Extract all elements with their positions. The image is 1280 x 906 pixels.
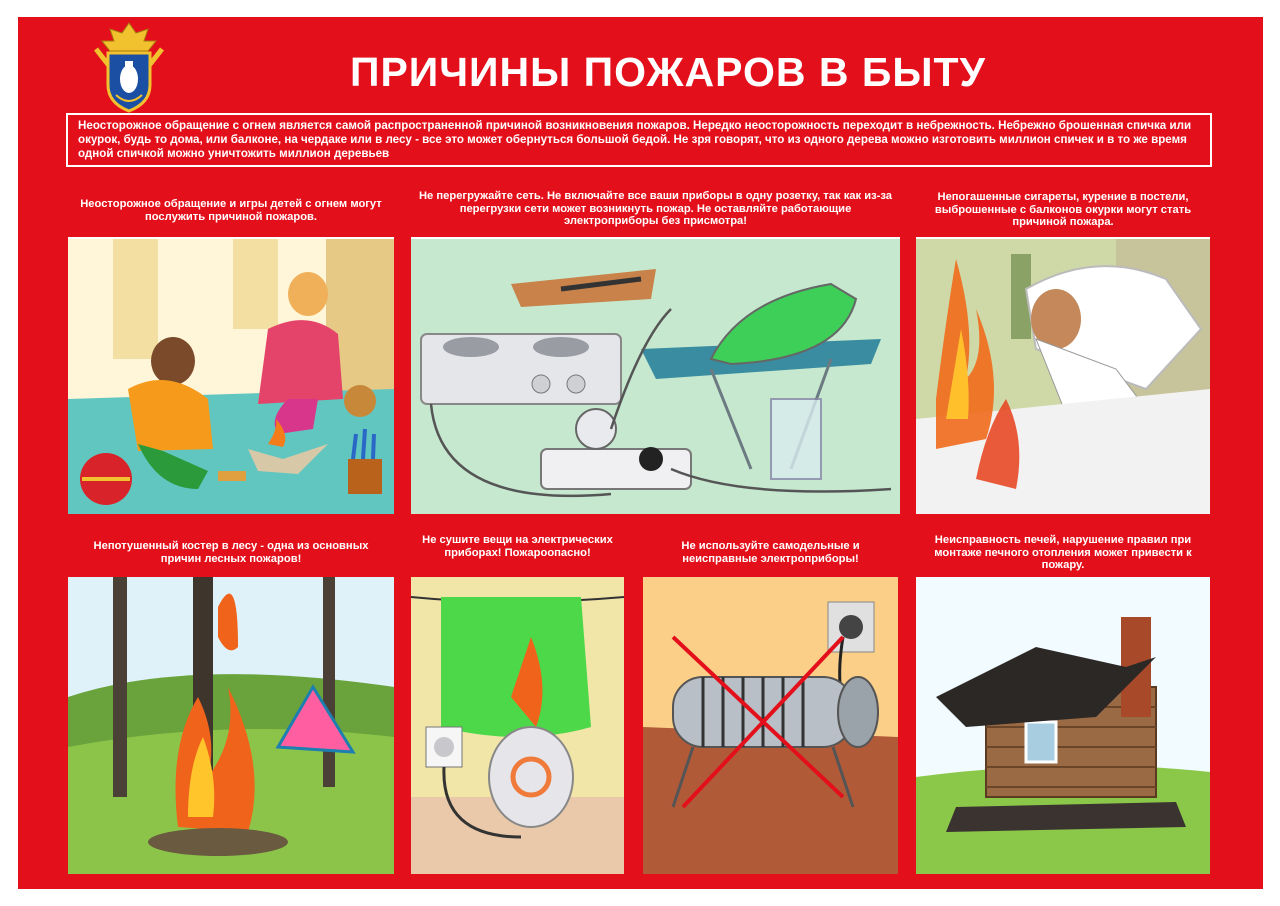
- children-playing-fire-illustration: [68, 239, 394, 514]
- panel-caption: Не перегружайте сеть. Не включайте все ваши приборы в одну розетку, так как из-за перегрузки сети может возникнуть пожар. Не оставляйте работающие электроприборы без присмотра!: [411, 183, 900, 237]
- panel-caption: Не сушите вещи на электрических приборах! Пожароопасно!: [411, 529, 624, 577]
- panel-electric-overload: [411, 183, 900, 514]
- page-title: ПРИЧИНЫ ПОЖАРОВ В БЫТУ: [349, 49, 987, 95]
- panel-children: [68, 183, 394, 514]
- poster: [18, 17, 1263, 889]
- homemade-heater-illustration: [643, 577, 898, 874]
- panel-campfire: [68, 529, 394, 874]
- coat-of-arms-icon: [90, 21, 168, 117]
- burning-house-illustration: [916, 577, 1210, 874]
- panel-caption: Непогашенные сигареты, курение в постели, выброшенные с балконов окурки могут стать причиной пожара.: [916, 183, 1210, 237]
- panel-homemade-devices: [643, 529, 898, 874]
- overloaded-socket-illustration: [411, 239, 900, 514]
- intro-text: Неосторожное обращение с огнем является самой распространенной причиной возникновения пожаров. Нередко неосторожность переходит в небрежность. Небрежно брошенная спичка или окурок, будь то дома, или балконе, на чердаке или в лесу - все это может обернуться большой бедой. Не зря говорят, что из одного дерева можно изготовить миллион спичек и в то же время одной спичкой можно уничтожить миллион деревьев: [66, 113, 1212, 167]
- panel-caption: Неосторожное обращение и игры детей с огнем могут послужить причиной пожаров.: [68, 183, 394, 237]
- panel-stoves: [916, 529, 1210, 874]
- panel-caption: Неисправность печей, нарушение правил при монтаже печного отопления может привести к пожару.: [916, 529, 1210, 577]
- forest-fire-illustration: [68, 577, 394, 874]
- clothes-on-heater-illustration: [411, 577, 624, 874]
- panel-smoking: [916, 183, 1210, 514]
- panel-drying-clothes: [411, 529, 624, 874]
- panel-caption: Не используйте самодельные и неисправные электроприборы!: [643, 529, 898, 577]
- panel-caption: Непотушенный костер в лесу - одна из основных причин лесных пожаров!: [68, 529, 394, 577]
- smoking-in-bed-illustration: [916, 239, 1210, 514]
